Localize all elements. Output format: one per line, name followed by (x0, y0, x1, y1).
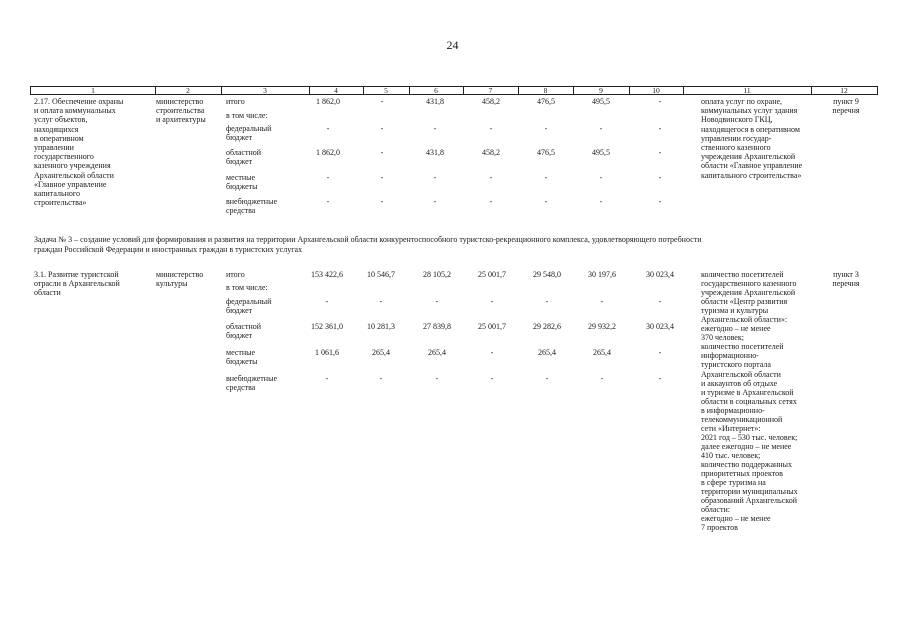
row-217-extra-c8: - (544, 197, 548, 206)
row-31-name: 3.1. Развитие туристской отрасли в Архангельской области (34, 270, 120, 298)
row-31-federal-c9: - (600, 297, 604, 306)
row-217-result: оплата услуг по охране, коммунальных услуг здания Новодвинского ГКЦ, находящегося в оперативном управлении государ- ственного казенного учреждения Архангельской области «Главное управление капитального строительства» (701, 97, 803, 180)
row-217-extra-c4: - (326, 197, 330, 206)
row-31-total-c10: 30 023,4 (646, 270, 674, 279)
row-31-total-c9: 30 197,6 (588, 270, 616, 279)
row-31-extra-c10: - (658, 374, 662, 383)
table-header (30, 86, 878, 95)
row-31-local-c9: 265,4 (593, 348, 611, 357)
row-31-regional-c5: 10 281,3 (367, 322, 395, 331)
row-217-total-c9: 495,5 (592, 97, 610, 106)
row-31-executor: министерство культуры (156, 270, 204, 289)
header-col-11: 11 (743, 86, 751, 95)
row-31-local-c7: - (490, 348, 494, 357)
row-31-federal-c5: - (379, 297, 383, 306)
row-31-federal-c6: - (435, 297, 439, 306)
row-217-source-incl: в том числе: (226, 111, 268, 120)
header-col-4: 4 (334, 86, 338, 95)
row-217-total-c8: 476,5 (537, 97, 555, 106)
row-217-source-regional: областной бюджет (226, 148, 262, 167)
row-31-local-c6: 265,4 (428, 348, 446, 357)
row-31-extra-c4: - (325, 374, 329, 383)
row-31-total-c4: 153 422,6 (311, 270, 343, 279)
row-31-extra-c8: - (545, 374, 549, 383)
row-217-executor: министерство строительства и архитектуры (156, 97, 206, 125)
row-31-regional-c10: 30 023,4 (646, 322, 674, 331)
row-217-federal-c6: - (433, 124, 437, 133)
header-col-5: 5 (384, 86, 388, 95)
row-217-federal-c10: - (658, 124, 662, 133)
row-217-local-c4: - (326, 173, 330, 182)
row-217-local-c7: - (489, 173, 493, 182)
row-31-local-c4: 1 061,6 (315, 348, 339, 357)
row-31-source-total: итого (226, 270, 245, 279)
row-31-total-c6: 28 105,2 (423, 270, 451, 279)
row-217-link: пункт 9 перечня (832, 97, 860, 116)
row-217-federal-c4: - (326, 124, 330, 133)
row-31-local-c10: - (658, 348, 662, 357)
row-217-extra-c7: - (489, 197, 493, 206)
row-31-result: количество посетителей государственного казенного учреждения Архангельской области «Центр развития туризма и культуры Архангельской области»: ежегодно – не менее 370 человек; количество посетителей информационно- туристского портала Архангельской области и аккаунтов об отдыхе и туризме в Архангельской области в социальных сетях в информационно- телекоммуникационной сети «Интернет»: 2021 год – 530 тыс. человек; далее ежегодно – не менее 410 тыс. человек; количество поддержанных приоритетных проектов в сфере туризма на территории муниципальных образований Архангельской области: ежегодно – не менее 7 проектов (701, 270, 798, 533)
task-3-text: Задача № 3 – создание условий для формирования и развития на территории Архангельской области конкурентоспособного туристско-рекреационного комплекса, удовлетворяющего потребности граждан Российской Федерации и иностранных граждан в туристских услугах (34, 235, 702, 254)
row-31-regional-c6: 27 839,8 (423, 322, 451, 331)
row-217-federal-c8: - (544, 124, 548, 133)
row-217-source-federal: федеральный бюджет (226, 124, 272, 143)
row-217-total-c4: 1 862,0 (316, 97, 340, 106)
row-217-regional-c7: 458,2 (482, 148, 500, 157)
row-217-extra-c9: - (599, 197, 603, 206)
header-col-8: 8 (543, 86, 548, 95)
row-217-source-local: местные бюджеты (226, 173, 258, 192)
row-31-regional-c8: 29 282,6 (533, 322, 561, 331)
row-217-total-c10: - (658, 97, 662, 106)
row-31-source-extra: внебюджетные средства (226, 374, 277, 393)
row-217-total-c5: - (380, 97, 384, 106)
row-31-local-c8: 265,4 (538, 348, 556, 357)
row-217-regional-c4: 1 862,0 (316, 148, 340, 157)
row-31-total-c5: 10 546,7 (367, 270, 395, 279)
row-217-source-extra: внебюджетные средства (226, 197, 277, 216)
row-217-local-c9: - (599, 173, 603, 182)
row-217-extra-c10: - (658, 197, 662, 206)
header-col-10: 10 (652, 86, 660, 95)
header-col-1: 1 (91, 86, 95, 95)
row-31-local-c5: 265,4 (372, 348, 390, 357)
row-217-regional-c10: - (658, 148, 662, 157)
row-31-extra-c9: - (600, 374, 604, 383)
row-31-federal-c8: - (545, 297, 549, 306)
row-31-regional-c9: 29 932,2 (588, 322, 616, 331)
row-217-federal-c5: - (380, 124, 384, 133)
header-col-9: 9 (599, 86, 603, 95)
row-217-regional-c9: 495,5 (592, 148, 610, 157)
row-31-federal-c7: - (490, 297, 494, 306)
row-217-total-c7: 458,2 (482, 97, 500, 106)
header-col-7: 7 (488, 86, 493, 95)
row-31-link: пункт 3 перечня (832, 270, 860, 289)
row-217-extra-c6: - (433, 197, 437, 206)
row-217-regional-c8: 476,5 (537, 148, 555, 157)
row-217-name: 2.17. Обеспечение охраны и оплата коммунальных услуг объектов, находящихся в оперативном управлении государственного казенного учреждения Архангельской области «Главное управление капитального строительства» (34, 97, 124, 208)
row-217-federal-c7: - (489, 124, 493, 133)
row-217-regional-c6: 431,8 (426, 148, 444, 157)
header-col-3: 3 (263, 86, 267, 95)
row-31-regional-c4: 152 361,0 (311, 322, 343, 331)
row-31-federal-c10: - (658, 297, 662, 306)
row-217-federal-c9: - (599, 124, 603, 133)
row-217-local-c5: - (380, 173, 384, 182)
header-col-6: 6 (434, 86, 438, 95)
row-31-extra-c5: - (379, 374, 383, 383)
row-31-regional-c7: 25 001,7 (478, 322, 506, 331)
row-31-total-c8: 29 548,0 (533, 270, 561, 279)
row-217-local-c10: - (658, 173, 662, 182)
header-col-12: 12 (840, 86, 848, 95)
row-217-extra-c5: - (380, 197, 384, 206)
row-31-total-c7: 25 001,7 (478, 270, 506, 279)
header-col-2: 2 (186, 86, 190, 95)
row-31-source-regional: областной бюджет (226, 322, 262, 341)
page-number: 24 (446, 38, 459, 52)
row-31-source-local: местные бюджеты (226, 348, 258, 367)
row-217-local-c8: - (544, 173, 548, 182)
row-31-federal-c4: - (325, 297, 329, 306)
row-217-regional-c5: - (380, 148, 384, 157)
row-31-extra-c7: - (490, 374, 494, 383)
row-217-total-c6: 431,8 (426, 97, 444, 106)
row-217-source-total: итого (226, 97, 245, 106)
row-31-extra-c6: - (435, 374, 439, 383)
row-31-source-incl: в том числе: (226, 283, 268, 292)
row-31-source-federal: федеральный бюджет (226, 297, 272, 316)
row-217-local-c6: - (433, 173, 437, 182)
